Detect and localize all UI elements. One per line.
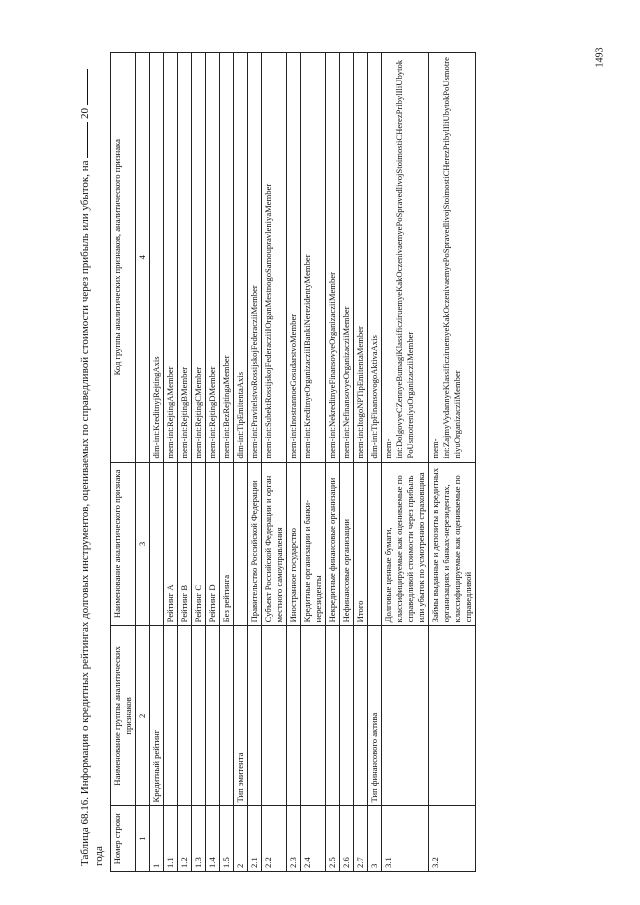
row-number-cell: 1.2 [178, 806, 192, 872]
code-cell: mem-int:InostrannoeGosudarstvoMember [287, 53, 301, 463]
group-name-cell: Кредитный рейтинг [150, 626, 164, 806]
table-row [382, 53, 429, 872]
row-number-cell: 2.1 [248, 806, 262, 872]
page-number: 1493 [594, 47, 606, 68]
attribute-name-cell: Долговые ценные бумаги, классифицируемые как оцениваемые по справедливой стоимости через прибыль или убыток по усмотрению страховщика [382, 462, 429, 626]
header-group-name: Наименование группы аналитических признаков [111, 626, 136, 806]
attribute-name-cell: Рейтинг A [164, 462, 178, 626]
group-name-cell [340, 626, 354, 806]
row-number-cell: 2.4 [301, 806, 326, 872]
attribute-name-cell: Рейтинг B [178, 462, 192, 626]
attribute-name-cell: Рейтинг C [192, 462, 206, 626]
code-cell: mem-int:SubektRossijskojFederacziiIOrganMestnogoSamoupravleniyaMember [262, 53, 287, 463]
attribute-name-cell: Субъект Российской Федерации и орган местного самоуправления [262, 462, 287, 626]
header-attribute-name: Наименование аналитического признака [111, 462, 136, 626]
caption-text: Таблица 68.16. Информация о кредитных рейтингах долговых инструментов, оцениваемых по справедливой стоимости через прибыль или убыток, на [79, 160, 91, 866]
table-row [429, 53, 476, 872]
code-cell: mem-int:NefinansovyeOrganizacziiMember [340, 53, 354, 463]
group-name-cell [287, 626, 301, 806]
column-number: 3 [136, 462, 150, 626]
attribute-name-cell: Иностранное государство [287, 462, 301, 626]
table-row [178, 53, 192, 872]
row-number-cell: 3.1 [382, 806, 429, 872]
group-name-cell [164, 626, 178, 806]
code-cell: dim-int:KreditnyjRejtingAxis [150, 53, 164, 463]
code-cell: mem-int:KreditnyeOrganizacziiIBankiNerezidentyMember [301, 53, 326, 463]
row-number-cell: 1.5 [220, 806, 234, 872]
table-row [326, 53, 340, 872]
group-name-cell [326, 626, 340, 806]
code-cell: mem-int:RejtingAMember [164, 53, 178, 463]
code-cell: mem-int:BezRejtingaMember [220, 53, 234, 463]
attribute-name-cell: Займы выданные и депозиты в кредитных организациях и банках-нерезидентах, классифицируемые как оцениваемые по справедливой [429, 462, 476, 626]
code-cell: mem-int:RejtingCMember [192, 53, 206, 463]
row-number-cell: 1.1 [164, 806, 178, 872]
table-row [234, 53, 248, 872]
attribute-name-cell: Нефинансовые организации [340, 462, 354, 626]
group-name-cell [178, 626, 192, 806]
date-suffix: года [93, 846, 105, 866]
group-name-cell [248, 626, 262, 806]
column-number-row [136, 53, 150, 872]
attribute-name-cell: Без рейтинга [220, 462, 234, 626]
row-number-cell: 3.2 [429, 806, 476, 872]
header-code: Код группы аналитических признаков, аналитического признака [111, 53, 136, 463]
code-cell: dim-int:TipEmitentaAxis [234, 53, 248, 463]
analytics-table [110, 52, 476, 872]
date-year: 20 [79, 108, 91, 119]
code-cell: mem-int:ZajmyVydannyeKlassificziruemyeKakOczenivaemyePoSpravedlivojStoimostiCHerezPribylIliUbytokPoUsmotreniyuOrganizacziiMember [429, 53, 476, 463]
table-caption [78, 52, 106, 872]
table-body [150, 53, 476, 872]
group-name-cell [382, 626, 429, 806]
row-number-cell: 2 [234, 806, 248, 872]
row-number-cell: 1 [150, 806, 164, 872]
row-number-cell: 2.5 [326, 806, 340, 872]
year-blank [87, 69, 88, 105]
table-header-row [111, 53, 136, 872]
code-cell: mem-int:DolgovyeCZennyeBumagiKlassificziruemyeKakOczenivaemyePoSpravedlivojStoimostiCHerezPribylIliUbytokPoUsmotreniyuOrganizacziiMember [382, 53, 429, 463]
row-number-cell: 1.3 [192, 806, 206, 872]
attribute-name-cell [368, 462, 382, 626]
table-row [248, 53, 262, 872]
code-cell: mem-int:RejtingDMember [206, 53, 220, 463]
code-cell: mem-int:PravitelstvoRossijskojFederacziiMember [248, 53, 262, 463]
group-name-cell [206, 626, 220, 806]
attribute-name-cell: Кредитные организации и банки-нерезиденты [301, 462, 326, 626]
table-row [340, 53, 354, 872]
attribute-name-cell: Правительство Российской Федерации [248, 462, 262, 626]
row-number-cell: 2.6 [340, 806, 354, 872]
row-number-cell: 2.7 [354, 806, 368, 872]
rotated-page-content [78, 52, 598, 872]
table-row [354, 53, 368, 872]
attribute-name-cell: Некредитные финансовые организации [326, 462, 340, 626]
row-number-cell: 3 [368, 806, 382, 872]
attribute-name-cell [150, 462, 164, 626]
code-cell: mem-int:NekreditnyeFinansovyeOrganizacziiMember [326, 53, 340, 463]
group-name-cell: Тип финансового актива [368, 626, 382, 806]
table-row [220, 53, 234, 872]
table-row [150, 53, 164, 872]
group-name-cell [192, 626, 206, 806]
attribute-name-cell: Рейтинг D [206, 462, 220, 626]
date-blank [87, 122, 88, 158]
group-name-cell [220, 626, 234, 806]
group-name-cell [301, 626, 326, 806]
table-row [368, 53, 382, 872]
column-number: 1 [136, 806, 150, 872]
row-number-cell: 2.3 [287, 806, 301, 872]
group-name-cell [262, 626, 287, 806]
group-name-cell [354, 626, 368, 806]
row-number-cell: 2.2 [262, 806, 287, 872]
column-number: 4 [136, 53, 150, 463]
group-name-cell [429, 626, 476, 806]
code-cell: dim-int:TipFinansovogoAktivaAxis [368, 53, 382, 463]
table-row [164, 53, 178, 872]
table-row [206, 53, 220, 872]
table-row [287, 53, 301, 872]
table-row [301, 53, 326, 872]
table-row [262, 53, 287, 872]
table-row [192, 53, 206, 872]
header-row-number: Номер строки [111, 806, 136, 872]
row-number-cell: 1.4 [206, 806, 220, 872]
group-name-cell: Тип эмитента [234, 626, 248, 806]
column-number: 2 [136, 626, 150, 806]
code-cell: mem-int:RejtingBMember [178, 53, 192, 463]
attribute-name-cell [234, 462, 248, 626]
attribute-name-cell: Итого [354, 462, 368, 626]
code-cell: mem-int:ItogoNPTipEmitentaMember [354, 53, 368, 463]
